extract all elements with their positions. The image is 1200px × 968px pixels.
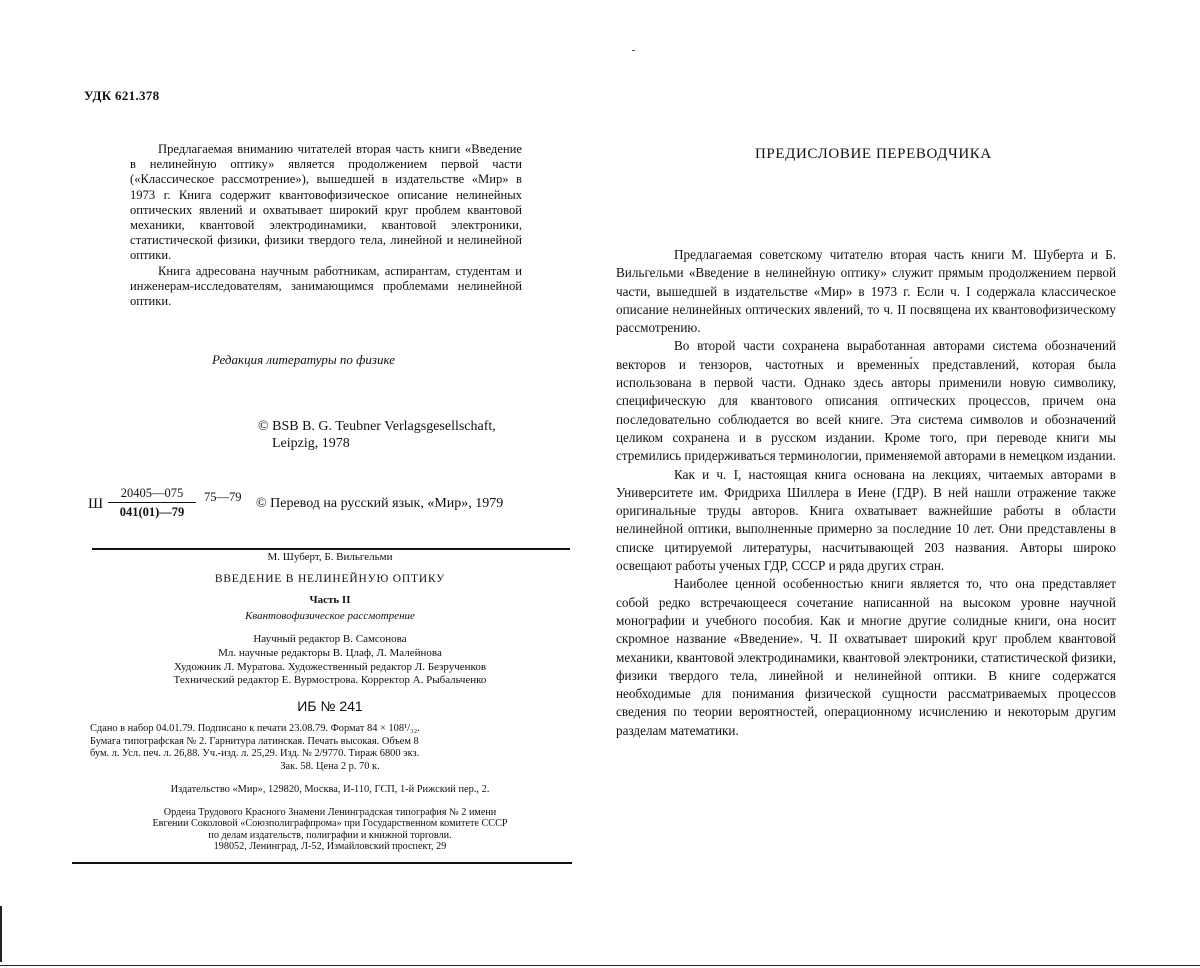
right-page xyxy=(600,0,1200,968)
sign-numerator: 20405—075 xyxy=(108,486,196,503)
copyright-original-line: Leipzig, 1978 xyxy=(272,436,350,451)
editor-line: Мл. научные редакторы В. Цлаф, Л. Малейнова xyxy=(218,646,442,659)
edition-note: Редакция литературы по физике xyxy=(212,352,395,367)
imprint xyxy=(90,551,570,853)
editor-line: Научный редактор В. Самсонова xyxy=(253,633,407,646)
copyright-original-line: © BSB B. G. Teubner Verlagsgesellschaft, xyxy=(258,419,496,434)
editor-line: Технический редактор Е. Вурмострова. Корректор А. Рыбальченко xyxy=(173,674,487,687)
technical-line: бум. л. Усл. печ. л. 26,88. Уч.-изд. л. 25,29. Изд. № 2/9770. Тираж 6800 экз. xyxy=(90,748,420,760)
printer-line: 198052, Ленинград, Л-52, Измайловский проспект, 29 xyxy=(213,841,447,853)
divider xyxy=(92,548,570,550)
technical-line: Сдано в набор 04.01.79. Подписано к печати 23.08.79. Формат 84 × 108¹/₃₂. xyxy=(90,723,420,735)
printer-line: по делам издательств, полиграфии и книжной торговли. xyxy=(208,829,452,841)
publication-sign xyxy=(88,486,588,526)
editor-line: Художник Л. Муратова. Художественный редактор Л. Безрученков xyxy=(173,660,487,673)
preface-paragraph: Предлагаемая советскому читателю вторая часть книги М. Шуберта и Б. Вильгельми «Введение в нелинейную оптику» служит прямым продолжением первой части, вышедшей в издательстве «Мир» в 1973 г. Если ч. I содержала классическое описание нелинейных оптических явлений, то ч. II посвящена их квантовофизическому рассмотрению. xyxy=(616,247,1116,336)
udk-code: УДК 621.378 xyxy=(84,88,160,103)
preface-paragraph: Наиболее ценной особенностью книги является то, что она представляет собой редко встречающееся сочетание написанной на высоком уровне научной монографии и учебного пособия. Как и многие другие солидные книги, она носит скромное название «Введение». Ч. II охватывает широкий круг проблем квантовой механики, квантовой электродинамики, квантовой электроники, статистической физики, физики твердого тела, линейной и нелинейной оптики. В книге содержатся необходимые для понимания физической сущности рассматриваемых процессов сведения по теории вероятностей, операционному исчислению и некоторым другим разделам математики. xyxy=(616,576,1116,738)
imprint-ib-number: ИБ № 241 xyxy=(297,697,363,714)
imprint-subtitle: Квантовофизическое рассмотрение xyxy=(245,609,415,622)
scan-bottom-edge xyxy=(0,965,1200,966)
abstract-paragraph: Книга адресована научным работникам, аспирантам, студентам и инженерам-исследователям, занимающимся проблемами нелинейной оптики. xyxy=(130,263,522,309)
sign-denominator: 041(01)—79 xyxy=(119,505,185,519)
printer-line: Ордена Трудового Красного Знамени Ленинградская типография № 2 имени xyxy=(163,806,497,818)
technical-line: Зак. 58. Цена 2 р. 70 к. xyxy=(280,760,380,772)
sign-letter: Ш xyxy=(88,496,104,512)
imprint-title: ВВЕДЕНИЕ В НЕЛИНЕЙНУЮ ОПТИКУ xyxy=(214,572,446,585)
scan-edge xyxy=(0,906,2,962)
copyright-translation: © Перевод на русский язык, «Мир», 1979 xyxy=(256,496,504,511)
preface-title: ПРЕДИСЛОВИЕ ПЕРЕВОДЧИКА xyxy=(755,146,992,162)
printer-line: Евгении Соколовой «Союзполиграфпрома» при Государственном комитете СССР xyxy=(152,818,508,830)
copyright-original xyxy=(258,418,578,452)
technical-line: Бумага типографская № 2. Гарнитура латинская. Печать высокая. Объем 8 xyxy=(90,735,419,747)
preface-body xyxy=(616,246,1116,740)
abstract xyxy=(130,142,522,309)
sign-fraction xyxy=(108,486,196,520)
imprint-editors xyxy=(90,633,570,687)
imprint-part: Часть II xyxy=(309,594,351,607)
divider xyxy=(72,862,572,864)
imprint-technical xyxy=(90,723,570,773)
preface-paragraph: Во второй части сохранена выработанная авторами система обозначений векторов и тензоров, частотных и временны́х представлений, которая была использована в первой части. Однако здесь авторы применили новую символику, специфическую для квантового описания оптических процессов, причем она последовательно соблюдается во всей книге. Эта система символов и обозначений целиком сохранена и в русском издании. Кроме того, при переводе книги мы стремились придерживаться терминологии, применяемой авторами в немецком издании. xyxy=(616,338,1116,464)
abstract-paragraph: Предлагаемая вниманию читателей вторая часть книги «Введение в нелинейную оптику» является продолжением первой части («Классическое рассмотрение»), вышедшей в издательстве «Мир» в 1973 г. Книга содержит квантовофизическое описание нелинейных оптических явлений и охватывает широкий круг проблем квантовой механики, квантовой электродинамики, квантовой электроники, статистической физики, физики твердого тела, линейной и нелинейной оптики. xyxy=(130,142,522,263)
preface-paragraph: Как и ч. I, настоящая книга основана на лекциях, читаемых авторами в Университете им. Фридриха Шиллера в Иене (ГДР). В ней нашли отражение также оригинальные труды авторов. Книга охватывает важнейшие работы в области нелинейной оптики, выполненные примерно за последние 10 лет. Они представлены в списке цитируемой литературы, насчитывающей 203 названия. Авторы широко освещают работы ученых ГДР, СССР и ряда других стран. xyxy=(616,466,1116,574)
imprint-authors: М. Шуберт, Б. Вильгельми xyxy=(267,551,393,563)
imprint-printer xyxy=(90,807,570,853)
sign-code: 75—79 xyxy=(204,490,242,504)
imprint-publisher: Издательство «Мир», 129820, Москва, И-110, ГСП, 1-й Рижский пер., 2. xyxy=(170,783,490,795)
